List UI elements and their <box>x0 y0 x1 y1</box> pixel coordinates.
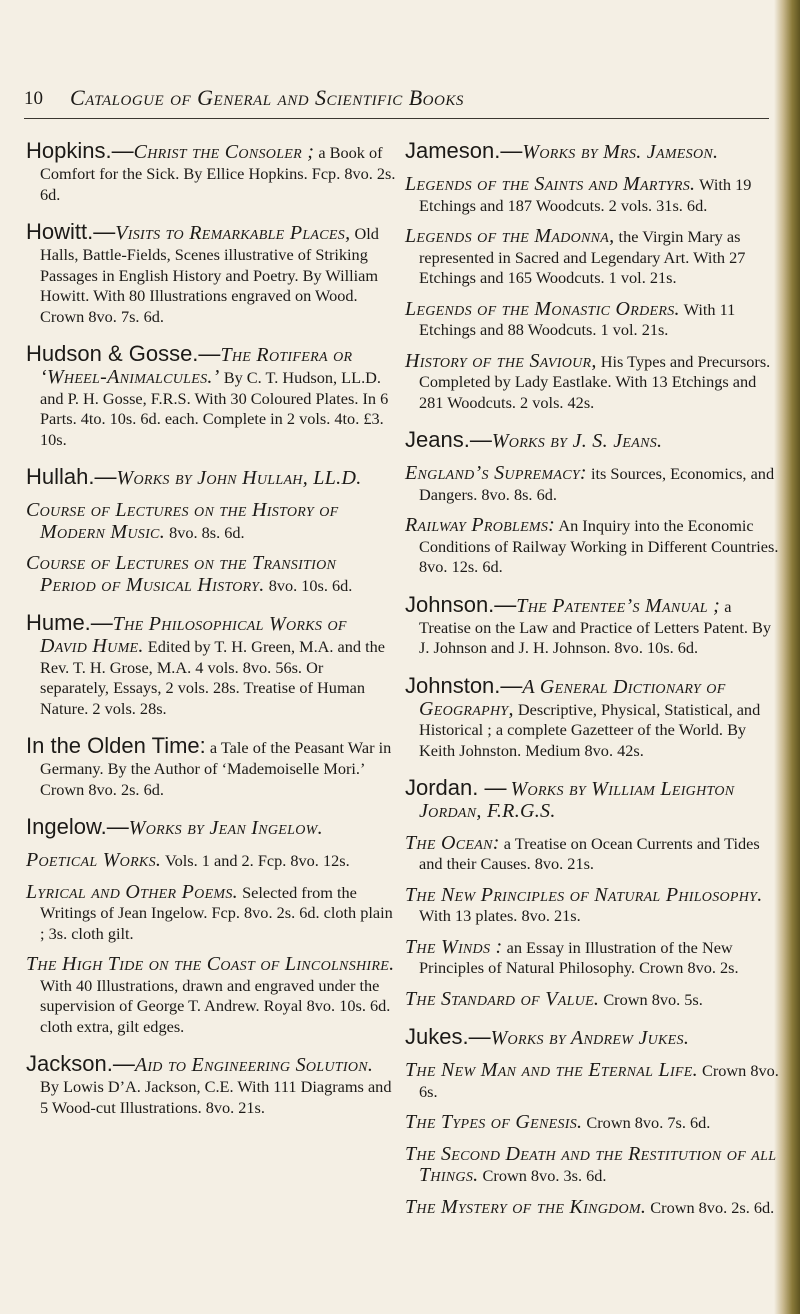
catalogue-entry <box>405 138 779 413</box>
author-name: Hume.— <box>26 610 113 635</box>
book-title: The Types of Genesis. <box>405 1111 583 1133</box>
book-title: The Winds : <box>405 935 503 958</box>
catalogue-entry <box>405 775 779 1010</box>
works-heading: Works by Mrs. Jameson. <box>522 141 719 163</box>
right-column <box>405 124 779 1218</box>
book-title: The Patentee’s Manual ; <box>516 594 721 617</box>
author-name: Johnson.— <box>405 591 517 617</box>
sub-entry <box>26 850 396 872</box>
entry-description: By Lowis D’A. Jackson, C.E. With 111 Diagrams and 5 Wood-cut Illustrations. 8vo. 21s. <box>40 1077 392 1117</box>
sub-entry <box>405 1197 779 1219</box>
author-name: In the Olden Time: <box>26 733 206 758</box>
sub-entry <box>405 833 779 875</box>
book-title: Course of Lectures on the History of Modern Music. <box>26 499 339 543</box>
book-title: Aid to Engineering Solution. <box>134 1054 374 1076</box>
catalogue-entry <box>26 610 396 719</box>
author-name: Jukes.— <box>405 1024 491 1049</box>
entry-description: Selected from the Writings of Jean Ingelow. Fcp. 8vo. 2s. 6d. cloth plain ; 3s. cloth gilt. <box>40 882 393 943</box>
left-column <box>26 124 396 1118</box>
sub-entry <box>405 937 779 979</box>
sub-entry <box>26 553 396 596</box>
catalogue-entry <box>26 1051 396 1118</box>
author-name: Jeans.— <box>405 427 492 452</box>
sub-entry <box>405 1112 779 1134</box>
catalogue-entry <box>405 673 779 762</box>
entry-description: 8vo. 8s. 6d. <box>169 522 245 542</box>
book-title: The New Man and the Eternal Life. <box>405 1059 698 1081</box>
entry-description: a Tale of the Peasant War in Germany. By the Author of ‘Mademoiselle Mori.’ Crown 8vo. 2s. 6d. <box>40 738 392 799</box>
entry-description: the Virgin Mary as represented in Sacred and Legendary Art. With 27 Etchings and 165 Woodcuts. 1 vol. 21s. <box>419 227 746 287</box>
author-name: Jordan. — <box>405 775 507 800</box>
catalogue-entry <box>405 592 779 659</box>
book-title: The Philosophical Works of David Hume. <box>40 613 347 657</box>
author-name: Howitt.— <box>26 219 116 244</box>
entry-description: Crown 8vo. 2s. 6d. <box>650 1197 775 1217</box>
author-name: Jackson.— <box>26 1051 135 1076</box>
entry-description: an Essay in Illustration of the New Principles of Natural Philosophy. Crown 8vo. 2s. <box>419 937 739 977</box>
sub-entry <box>405 226 779 289</box>
sub-entry <box>405 885 779 927</box>
sub-entry <box>26 500 396 543</box>
works-heading: Works by John Hullah, LL.D. <box>116 467 362 489</box>
entry-description: a Treatise on the Law and Practice of Letters Patent. By J. Johnson and J. H. Johnson. 8vo. 10s. 6d. <box>419 596 772 657</box>
book-title: Lyrical and Other Poems. <box>26 880 238 903</box>
book-title: The High Tide on the Coast of Lincolnshire. <box>26 953 395 975</box>
running-head: Catalogue of General and Scientific Books <box>70 85 464 110</box>
entry-description: Crown 8vo. 7s. 6d. <box>586 1113 711 1132</box>
catalogue-entry <box>26 464 396 596</box>
book-title: A General Dictionary of Geography, <box>419 675 726 720</box>
author-name: Jameson.— <box>405 138 523 163</box>
book-title: Poetical Works. <box>26 849 162 871</box>
sub-entry <box>405 174 779 216</box>
entry-description: His Types and Precursors. Completed by Lady Eastlake. With 13 Etchings and 281 Woodcuts. 2 vols. 42s. <box>419 351 771 412</box>
entry-description: Crown 8vo. 6s. <box>419 1061 779 1101</box>
works-heading: Works by William Leighton Jordan, F.R.G.S. <box>419 778 735 822</box>
entry-description: With 40 Illustrations, drawn and engraved under the supervision of George T. Andrew. Royal 8vo. 10s. 6d. cloth extra, gilt edges. <box>40 975 391 1036</box>
sub-entry <box>405 989 779 1011</box>
book-title: The New Principles of Natural Philosophy. <box>405 883 763 906</box>
catalogue-entry <box>26 219 396 327</box>
entry-description: With 19 Etchings and 187 Woodcuts. 2 vols. 31s. 6d. <box>419 175 752 215</box>
author-name: Hopkins.— <box>26 138 134 163</box>
catalogue-entry <box>26 733 396 800</box>
entry-description: a Treatise on Ocean Currents and Tides and their Causes. 8vo. 21s. <box>419 833 760 873</box>
entry-description: By C. T. Hudson, LL.D. and P. H. Gosse, F.R.S. With 30 Coloured Plates. In 6 Parts. 4to. 10s. 6d. each. Complete in 2 vols. 4to. £3. 10s. <box>40 368 389 449</box>
sub-entry <box>405 299 779 341</box>
entry-description: Old Halls, Battle-Fields, Scenes illustrative of Striking Passages in English History and Poetry. By William Howitt. With 80 Illustrations engraved on Wood. Crown 8vo. 7s. 6d. <box>40 224 379 326</box>
book-title: Legends of the Madonna, <box>405 225 615 247</box>
sub-entry <box>405 351 779 414</box>
works-heading: Works by Andrew Jukes. <box>490 1027 690 1049</box>
book-title: Christ the Consoler ; <box>133 141 315 163</box>
entry-description: With 11 Etchings and 88 Woodcuts. 1 vol. 21s. <box>419 299 736 339</box>
entry-description: its Sources, Economics, and Dangers. 8vo. 8s. 6d. <box>419 464 775 504</box>
catalogue-entry <box>405 1024 779 1218</box>
sub-entry <box>405 1060 779 1102</box>
book-title: Course of Lectures on the Transition Period of Musical History. <box>26 552 337 596</box>
author-name: Hullah.— <box>26 464 117 489</box>
author-name: Johnston.— <box>405 672 523 698</box>
book-title: Railway Problems: <box>405 514 556 536</box>
catalogue-entry <box>26 341 396 450</box>
book-title: Visits to Remarkable Places, <box>115 222 351 244</box>
header-rule <box>24 118 769 119</box>
entry-description: An Inquiry into the Economic Conditions of Railway Working in Different Countries. 8vo. 12s. 6d. <box>419 516 779 576</box>
entry-description: 8vo. 10s. 6d. <box>268 575 353 595</box>
book-title: Legends of the Saints and Martyrs. <box>405 173 696 195</box>
catalogue-entry <box>26 138 396 205</box>
entry-description: Edited by T. H. Green, M.A. and the Rev. T. H. Grose, M.A. 4 vols. 8vo. 56s. Or separately, Essays, 2 vols. 28s. Treatise of Human Nature. 2 vols. 28s. <box>40 637 386 718</box>
book-title: England’s Supremacy: <box>405 462 587 484</box>
catalogue-entry <box>26 814 396 1037</box>
entry-description: Crown 8vo. 5s. <box>603 989 703 1009</box>
book-title: The Ocean: <box>405 831 500 854</box>
sub-entry <box>26 954 396 1037</box>
book-title: History of the Saviour, <box>405 349 597 372</box>
catalogue-entry <box>405 427 779 578</box>
book-title: Legends of the Monastic Orders. <box>405 297 680 320</box>
sub-entry <box>405 515 779 578</box>
author-name: Hudson & Gosse.— <box>26 341 221 366</box>
sub-entry <box>405 463 779 505</box>
author-name: Ingelow.— <box>26 814 129 839</box>
entry-description: Vols. 1 and 2. Fcp. 8vo. 12s. <box>164 851 350 870</box>
book-title: The Second Death and the Restitution of all Things. <box>405 1142 777 1186</box>
book-title: The Standard of Value. <box>405 987 600 1010</box>
sub-entry <box>405 1144 779 1187</box>
book-title: The Mystery of the Kingdom. <box>405 1195 647 1218</box>
entry-description: Descriptive, Physical, Statistical, and Historical ; a complete Gazetteer of the World. By Keith Johnston. Medium 8vo. 42s. <box>419 699 761 760</box>
entry-description: Crown 8vo. 3s. 6d. <box>482 1166 607 1185</box>
entry-description: a Book of Comfort for the Sick. By Ellice Hopkins. Fcp. 8vo. 2s. 6d. <box>40 143 396 204</box>
sub-entry <box>26 882 396 945</box>
page-number: 10 <box>24 88 43 109</box>
entry-description: With 13 plates. 8vo. 21s. <box>419 906 581 925</box>
book-title: The Rotifera or ‘Wheel-Animalcules.’ <box>40 344 353 388</box>
works-heading: Works by J. S. Jeans. <box>491 430 663 452</box>
works-heading: Works by Jean Ingelow. <box>128 817 323 839</box>
